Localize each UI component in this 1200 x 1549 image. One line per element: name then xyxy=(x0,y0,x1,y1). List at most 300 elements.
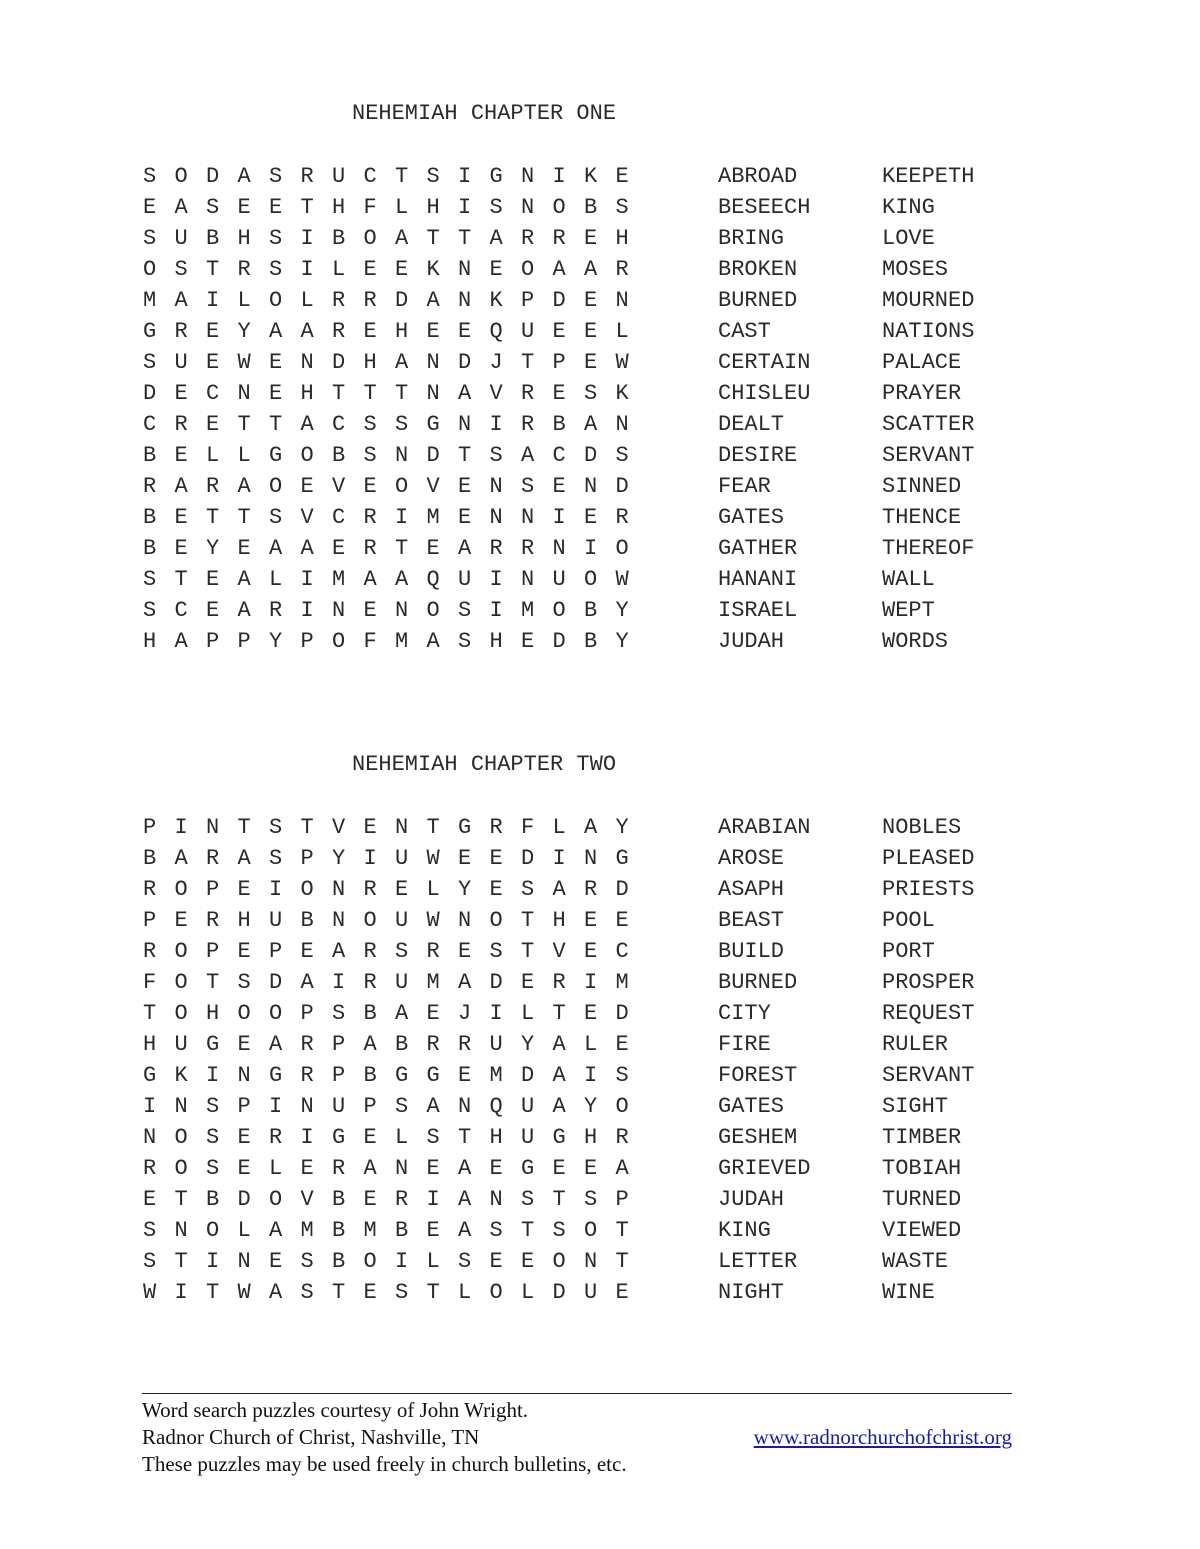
grid-letter: D xyxy=(521,846,535,871)
word-list-item: MOSES xyxy=(882,257,949,282)
grid-letter: A xyxy=(458,970,472,995)
grid-letter: C xyxy=(552,443,566,468)
grid-letter: E xyxy=(426,1001,440,1026)
grid-letter: E xyxy=(363,474,377,499)
grid-letter: E xyxy=(584,1001,598,1026)
grid-letter: T xyxy=(615,1218,629,1243)
grid-letter: T xyxy=(332,1280,346,1305)
grid-letter: A xyxy=(395,567,409,592)
grid-letter: R xyxy=(489,815,503,840)
grid-letter: E xyxy=(206,598,220,623)
grid-letter: E xyxy=(237,877,251,902)
grid-letter: R xyxy=(363,536,377,561)
grid-letter: O xyxy=(489,1280,503,1305)
grid-letter: N xyxy=(521,195,535,220)
word-list-item: PLEASED xyxy=(882,846,975,871)
grid-letter: C xyxy=(332,505,346,530)
grid-letter: A xyxy=(174,846,188,871)
grid-letter: T xyxy=(426,1280,440,1305)
grid-letter: D xyxy=(206,164,220,189)
grid-letter: M xyxy=(426,505,440,530)
grid-letter: L xyxy=(237,443,251,468)
grid-letter: H xyxy=(615,226,629,251)
word-list-col2 xyxy=(882,812,974,1308)
grid-letter: Y xyxy=(615,598,629,623)
word-list-item: BURNED xyxy=(718,288,798,313)
grid-letter: Y xyxy=(332,846,346,871)
grid-letter: O xyxy=(174,939,188,964)
grid-letter: K xyxy=(615,381,629,406)
grid-letter: B xyxy=(143,443,157,468)
grid-letter: A xyxy=(332,939,346,964)
word-list-item: BRING xyxy=(718,226,785,251)
grid-letter: R xyxy=(300,164,314,189)
grid-letter: M xyxy=(615,970,629,995)
grid-letter: E xyxy=(300,939,314,964)
grid-letter: I xyxy=(395,505,409,530)
grid-letter: N xyxy=(174,1218,188,1243)
grid-letter: N xyxy=(521,505,535,530)
grid-letter: B xyxy=(206,226,220,251)
grid-letter: O xyxy=(584,1218,598,1243)
word-list-item: ARABIAN xyxy=(718,815,811,840)
grid-letter: S xyxy=(458,1249,472,1274)
grid-letter: O xyxy=(615,1094,629,1119)
grid-letter: S xyxy=(489,195,503,220)
grid-letter: E xyxy=(552,319,566,344)
grid-letter: A xyxy=(300,412,314,437)
grid-letter: A xyxy=(426,629,440,654)
grid-letter: I xyxy=(300,598,314,623)
grid-letter: U xyxy=(395,970,409,995)
grid-letter: D xyxy=(615,877,629,902)
grid-letter: S xyxy=(300,1249,314,1274)
grid-letter: I xyxy=(143,1094,157,1119)
footer-credit: Word search puzzles courtesy of John Wright. xyxy=(142,1398,529,1422)
word-list-item: WASTE xyxy=(882,1249,949,1274)
grid-letter: R xyxy=(269,598,283,623)
grid-letter: I xyxy=(584,1063,598,1088)
grid-letter: S xyxy=(395,939,409,964)
grid-letter: F xyxy=(363,629,377,654)
grid-letter: T xyxy=(174,567,188,592)
grid-letter: I xyxy=(300,257,314,282)
grid-letter: E xyxy=(584,288,598,313)
grid-letter: Y xyxy=(584,1094,598,1119)
grid-letter: G xyxy=(143,319,157,344)
grid-letter: V xyxy=(426,474,440,499)
grid-letter: I xyxy=(206,1249,220,1274)
grid-letter: N xyxy=(489,474,503,499)
grid-letter: O xyxy=(552,195,566,220)
word-list-item: ASAPH xyxy=(718,877,785,902)
grid-letter: R xyxy=(363,877,377,902)
grid-letter: I xyxy=(206,1063,220,1088)
grid-letter: M xyxy=(143,288,157,313)
grid-letter: A xyxy=(489,226,503,251)
grid-letter: A xyxy=(363,1156,377,1181)
grid-letter: E xyxy=(269,350,283,375)
grid-letter: E xyxy=(269,195,283,220)
grid-letter: U xyxy=(332,1094,346,1119)
grid-letter: H xyxy=(332,195,346,220)
grid-letter: S xyxy=(363,412,377,437)
grid-letter: N xyxy=(143,1125,157,1150)
grid-letter: E xyxy=(584,226,598,251)
grid-letter: T xyxy=(269,412,283,437)
grid-letter: P xyxy=(206,629,220,654)
grid-letter: S xyxy=(426,1125,440,1150)
grid-letter: T xyxy=(237,505,251,530)
grid-letter: I xyxy=(458,164,472,189)
grid-letter: B xyxy=(332,1218,346,1243)
grid-letter: E xyxy=(363,598,377,623)
word-list-item: SERVANT xyxy=(882,443,975,468)
grid-letter: T xyxy=(363,381,377,406)
grid-letter: O xyxy=(174,970,188,995)
grid-letter: R xyxy=(584,877,598,902)
grid-letter: S xyxy=(521,474,535,499)
grid-letter: C xyxy=(332,412,346,437)
grid-letter: E xyxy=(143,1187,157,1212)
grid-letter: A xyxy=(584,815,598,840)
grid-letter: A xyxy=(615,1156,629,1181)
grid-letter: A xyxy=(269,536,283,561)
word-list-item: WALL xyxy=(882,567,935,592)
grid-letter: D xyxy=(489,970,503,995)
grid-letter: V xyxy=(332,474,346,499)
grid-letter: N xyxy=(300,1094,314,1119)
grid-letter: E xyxy=(206,319,220,344)
grid-letter: S xyxy=(206,1156,220,1181)
grid-letter: R xyxy=(174,412,188,437)
grid-letter: U xyxy=(521,319,535,344)
grid-letter: F xyxy=(143,970,157,995)
grid-letter: N xyxy=(395,1156,409,1181)
grid-letter: G xyxy=(332,1125,346,1150)
grid-letter: R xyxy=(363,970,377,995)
grid-letter: L xyxy=(458,1280,472,1305)
grid-letter: R xyxy=(395,1187,409,1212)
grid-letter: N xyxy=(615,288,629,313)
word-list-item: ABROAD xyxy=(718,164,798,189)
grid-letter: B xyxy=(552,412,566,437)
word-list-item: NATIONS xyxy=(882,319,975,344)
grid-letter: P xyxy=(552,350,566,375)
grid-letter: S xyxy=(395,412,409,437)
grid-letter: N xyxy=(521,567,535,592)
grid-letter: H xyxy=(237,908,251,933)
grid-letter: M xyxy=(363,1218,377,1243)
grid-letter: R xyxy=(332,1156,346,1181)
grid-letter: D xyxy=(615,474,629,499)
word-list-item: PROSPER xyxy=(882,970,975,995)
grid-letter: E xyxy=(237,1125,251,1150)
grid-letter: D xyxy=(552,629,566,654)
grid-letter: S xyxy=(332,1001,346,1026)
grid-letter: I xyxy=(489,567,503,592)
grid-letter: R xyxy=(143,1156,157,1181)
grid-letter: B xyxy=(584,629,598,654)
grid-letter: A xyxy=(174,288,188,313)
grid-letter: S xyxy=(143,1218,157,1243)
grid-letter: K xyxy=(489,288,503,313)
grid-letter: E xyxy=(332,536,346,561)
word-list-item: BEAST xyxy=(718,908,785,933)
grid-letter: E xyxy=(489,877,503,902)
grid-letter: U xyxy=(458,567,472,592)
grid-letter: P xyxy=(300,1001,314,1026)
grid-letter: H xyxy=(300,381,314,406)
grid-letter: E xyxy=(584,350,598,375)
grid-letter: A xyxy=(269,1032,283,1057)
grid-letter: V xyxy=(489,381,503,406)
grid-letter: T xyxy=(237,815,251,840)
word-list-item: THENCE xyxy=(882,505,962,530)
grid-letter: S xyxy=(143,567,157,592)
grid-letter: L xyxy=(552,815,566,840)
grid-letter: S xyxy=(363,443,377,468)
grid-letter: V xyxy=(300,1187,314,1212)
grid-letter: E xyxy=(458,1063,472,1088)
grid-letter: T xyxy=(206,1280,220,1305)
word-list-item: BUILD xyxy=(718,939,785,964)
grid-letter: S xyxy=(489,443,503,468)
grid-letter: A xyxy=(395,226,409,251)
grid-letter: T xyxy=(206,970,220,995)
grid-letter: O xyxy=(584,567,598,592)
grid-letter: A xyxy=(269,1280,283,1305)
grid-letter: T xyxy=(300,815,314,840)
grid-letter: G xyxy=(206,1032,220,1057)
grid-letter: B xyxy=(332,1249,346,1274)
word-list-item: TOBIAH xyxy=(882,1156,962,1181)
grid-letter: L xyxy=(269,567,283,592)
grid-letter: I xyxy=(300,1125,314,1150)
grid-letter: R xyxy=(615,257,629,282)
grid-letter: E xyxy=(552,1156,566,1181)
grid-letter: L xyxy=(395,1125,409,1150)
grid-letter: A xyxy=(552,1094,566,1119)
grid-letter: H xyxy=(489,629,503,654)
grid-letter: N xyxy=(458,257,472,282)
word-list-item: KING xyxy=(882,195,935,220)
grid-letter: L xyxy=(584,1032,598,1057)
grid-letter: L xyxy=(269,1156,283,1181)
grid-letter: Y xyxy=(615,629,629,654)
grid-letter: L xyxy=(395,195,409,220)
word-list-item: VIEWED xyxy=(882,1218,962,1243)
grid-letter: O xyxy=(332,629,346,654)
grid-letter: N xyxy=(584,846,598,871)
grid-letter: I xyxy=(174,815,188,840)
puzzle-2-title: NEHEMIAH CHAPTER TWO xyxy=(352,752,617,777)
grid-letter: E xyxy=(615,908,629,933)
grid-letter: K xyxy=(174,1063,188,1088)
grid-letter: G xyxy=(521,1156,535,1181)
grid-letter: O xyxy=(174,1156,188,1181)
grid-letter: T xyxy=(174,1249,188,1274)
grid-letter: C xyxy=(206,381,220,406)
grid-letter: R xyxy=(300,1032,314,1057)
grid-letter: T xyxy=(552,1001,566,1026)
church-website-link[interactable]: www.radnorchurchofchrist.org xyxy=(753,1425,1012,1449)
word-list-item: WORDS xyxy=(882,629,949,654)
grid-letter: G xyxy=(552,1125,566,1150)
word-list-col2 xyxy=(882,161,974,657)
word-list-item: GRIEVED xyxy=(718,1156,811,1181)
grid-letter: N xyxy=(584,474,598,499)
grid-letter: N xyxy=(521,164,535,189)
grid-letter: E xyxy=(426,536,440,561)
grid-letter: N xyxy=(584,1249,598,1274)
grid-letter: E xyxy=(300,474,314,499)
grid-letter: U xyxy=(332,164,346,189)
grid-letter: A xyxy=(300,319,314,344)
footer-divider xyxy=(142,1393,1012,1394)
grid-letter: E xyxy=(458,939,472,964)
grid-letter: L xyxy=(237,288,251,313)
grid-letter: H xyxy=(552,908,566,933)
grid-letter: S xyxy=(143,164,157,189)
grid-letter: I xyxy=(426,1187,440,1212)
grid-letter: B xyxy=(300,908,314,933)
grid-letter: I xyxy=(300,226,314,251)
grid-letter: P xyxy=(206,939,220,964)
grid-letter: A xyxy=(426,288,440,313)
grid-letter: U xyxy=(174,1032,188,1057)
grid-letter: R xyxy=(363,505,377,530)
grid-letter: R xyxy=(332,288,346,313)
grid-letter: L xyxy=(615,319,629,344)
grid-letter: A xyxy=(363,567,377,592)
grid-letter: S xyxy=(489,1218,503,1243)
word-list-item: SINNED xyxy=(882,474,962,499)
grid-letter: S xyxy=(426,164,440,189)
grid-letter: D xyxy=(584,443,598,468)
grid-letter: N xyxy=(426,381,440,406)
grid-letter: R xyxy=(174,319,188,344)
grid-letter: E xyxy=(615,1280,629,1305)
grid-letter: U xyxy=(584,1280,598,1305)
grid-letter: A xyxy=(237,598,251,623)
grid-letter: T xyxy=(395,381,409,406)
grid-letter: E xyxy=(615,164,629,189)
grid-letter: R xyxy=(521,381,535,406)
grid-letter: A xyxy=(237,164,251,189)
grid-letter: A xyxy=(237,846,251,871)
word-list-item: SERVANT xyxy=(882,1063,975,1088)
grid-letter: A xyxy=(458,1218,472,1243)
grid-letter: A xyxy=(521,443,535,468)
grid-letter: R xyxy=(489,536,503,561)
grid-letter: M xyxy=(521,598,535,623)
grid-letter: L xyxy=(521,1001,535,1026)
grid-letter: R xyxy=(458,1032,472,1057)
grid-letter: L xyxy=(206,443,220,468)
grid-letter: R xyxy=(206,846,220,871)
grid-letter: V xyxy=(300,505,314,530)
grid-letter: T xyxy=(521,1218,535,1243)
grid-letter: O xyxy=(521,257,535,282)
grid-letter: N xyxy=(458,1094,472,1119)
grid-letter: E xyxy=(363,815,377,840)
grid-letter: S xyxy=(237,970,251,995)
grid-letter: P xyxy=(615,1187,629,1212)
grid-letter: W xyxy=(143,1280,157,1305)
grid-letter: R xyxy=(269,1125,283,1150)
grid-letter: E xyxy=(206,412,220,437)
grid-letter: S xyxy=(395,1280,409,1305)
grid-letter: E xyxy=(174,381,188,406)
grid-letter: H xyxy=(143,629,157,654)
word-list-item: PRIESTS xyxy=(882,877,975,902)
grid-letter: N xyxy=(174,1094,188,1119)
grid-letter: O xyxy=(300,877,314,902)
grid-letter: I xyxy=(584,970,598,995)
grid-letter: N xyxy=(237,1063,251,1088)
grid-letter: U xyxy=(521,1125,535,1150)
grid-letter: W xyxy=(426,908,440,933)
grid-letter: O xyxy=(300,443,314,468)
grid-letter: O xyxy=(363,1249,377,1274)
grid-letter: H xyxy=(584,1125,598,1150)
grid-letter: E xyxy=(363,1280,377,1305)
grid-letter: O xyxy=(174,1001,188,1026)
grid-letter: J xyxy=(458,1001,472,1026)
grid-letter: P xyxy=(237,1094,251,1119)
grid-letter: D xyxy=(269,970,283,995)
grid-letter: H xyxy=(489,1125,503,1150)
word-list-item: CITY xyxy=(718,1001,771,1026)
grid-letter: P xyxy=(269,939,283,964)
grid-letter: U xyxy=(395,908,409,933)
grid-letter: N xyxy=(489,505,503,530)
grid-letter: D xyxy=(332,350,346,375)
grid-letter: A xyxy=(552,1032,566,1057)
grid-letter: L xyxy=(426,877,440,902)
grid-letter: S xyxy=(143,226,157,251)
grid-letter: A xyxy=(552,1063,566,1088)
grid-letter: A xyxy=(237,474,251,499)
grid-letter: N xyxy=(206,815,220,840)
grid-letter: O xyxy=(143,257,157,282)
grid-letter: Y xyxy=(206,536,220,561)
word-list-item: ISRAEL xyxy=(718,598,798,623)
grid-letter: D xyxy=(615,1001,629,1026)
grid-letter: E xyxy=(615,1032,629,1057)
grid-letter: E xyxy=(458,319,472,344)
grid-letter: R xyxy=(615,505,629,530)
word-list-item: WINE xyxy=(882,1280,935,1305)
grid-letter: U xyxy=(269,908,283,933)
grid-letter: N xyxy=(237,1249,251,1274)
grid-letter: I xyxy=(489,598,503,623)
grid-letter: Y xyxy=(458,877,472,902)
grid-letter: I xyxy=(269,877,283,902)
grid-letter: H xyxy=(395,319,409,344)
grid-letter: T xyxy=(206,257,220,282)
grid-letter: T xyxy=(426,815,440,840)
grid-letter: Q xyxy=(426,567,440,592)
grid-letter: B xyxy=(332,226,346,251)
grid-letter: B xyxy=(332,1187,346,1212)
grid-letter: N xyxy=(237,381,251,406)
grid-letter: C xyxy=(143,412,157,437)
grid-letter: D xyxy=(395,288,409,313)
grid-letter: I xyxy=(395,1249,409,1274)
grid-letter: E xyxy=(521,629,535,654)
